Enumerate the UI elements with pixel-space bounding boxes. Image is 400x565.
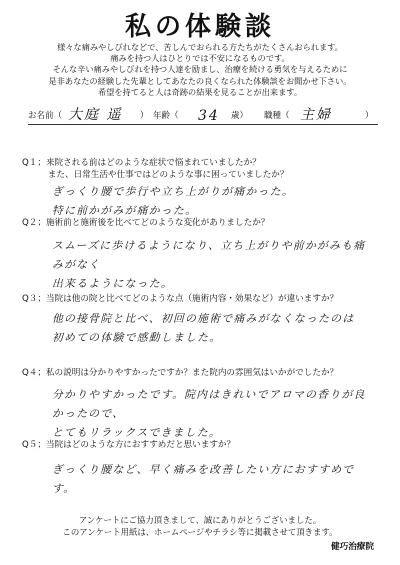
question-text: Q３；当院は他の院と比べてどのような点（施術内容・効果など）が違いますか？ (22, 294, 339, 304)
answer-line: ぎっくり腰など、早く痛みを改善したい方におすすめです。 (52, 463, 355, 495)
answer-2 (52, 236, 372, 293)
profile-row (28, 106, 378, 126)
question-1 (22, 158, 382, 181)
name-close: ） (140, 111, 149, 121)
answer-line: 分かりやすかったです。院内はきれいでアロマの香りが良かったので、 (52, 388, 366, 420)
intro-line: 痛みを持つ人はひとりでは不安になるものです。 (110, 53, 290, 64)
age-value: 34 (198, 108, 220, 124)
question-text: Q２；施術前と施術後を比べてどのような変化がありましたか？ (22, 218, 270, 228)
page-title: 私の体験談 (124, 12, 275, 42)
name-label: お名前（ (28, 111, 63, 121)
footer-line: アンケートにご協力頂きまして、誠にありがとうございました。 (78, 515, 322, 525)
intro-line: そんな辛い痛みやしびれを持つ人達を励まし、治療を続ける勇気を与えるために (52, 64, 348, 75)
answer-5 (52, 460, 372, 498)
intro-line: 是非あなたの経験した先輩としてあなたの良くなられた体験談をお聞かせ下さい。 (48, 75, 352, 86)
job-close: ） (365, 111, 374, 121)
question-text: Q５；当院はどのような方におすすめだと思いますか？ (22, 440, 236, 450)
answer-line: ぎっくり腰で歩行や立ち上がりが痛かった。 (52, 185, 294, 198)
job-label: 職種（ (264, 111, 290, 121)
question-5 (22, 440, 382, 452)
answer-line: 初めての体験で感動しました。 (52, 331, 222, 344)
question-text: Q１；来院される前はどのような症状で悩まれていましたか？ (22, 158, 261, 168)
intro-text (0, 42, 400, 98)
question-3 (22, 294, 382, 306)
clinic-name: 健巧治療院 (331, 542, 374, 552)
answer-line: 他の接骨院と比べ、初回の施術で痛みがなくなったのは (52, 312, 355, 325)
intro-line: 様々な痛みやしびれなどで、苦しんでおられる方たちがたくさんおられます。 (57, 42, 343, 52)
question-text: また、日常生活や仕事ではどのような事に困っていましたか？ (22, 169, 289, 180)
age-label: 年齢（ (153, 111, 179, 121)
footer-line: このアンケート用紙は、ホームページやチラシ等に掲載させて頂きます。 (62, 526, 338, 537)
age-close: 歳） (231, 111, 249, 121)
answer-line: とてもリラックスできました。 (52, 426, 222, 439)
question-text: Q４；私の説明は分かりやすかったですか？また院内の雰囲気はいかがでしたか？ (22, 368, 339, 378)
name-value: 大庭 遥 (68, 107, 123, 123)
answer-line: 出来るようになった。 (52, 277, 173, 290)
question-2 (22, 218, 382, 230)
profile-underline (28, 124, 378, 125)
footer-text (0, 515, 400, 538)
answer-4 (52, 385, 372, 442)
answer-line: 特に前かがみが痛かった。 (52, 204, 198, 217)
intro-line: 希望を持てると人は奇跡の結果を見ることが出来ます。 (97, 86, 303, 97)
answer-1 (52, 182, 372, 220)
answer-line: スムーズに歩けるようになり、立ち上がりや前かがみも痛みがなく (52, 239, 366, 271)
job-value: 主婦 (300, 107, 332, 123)
answer-3 (52, 309, 372, 347)
question-4 (22, 368, 382, 380)
